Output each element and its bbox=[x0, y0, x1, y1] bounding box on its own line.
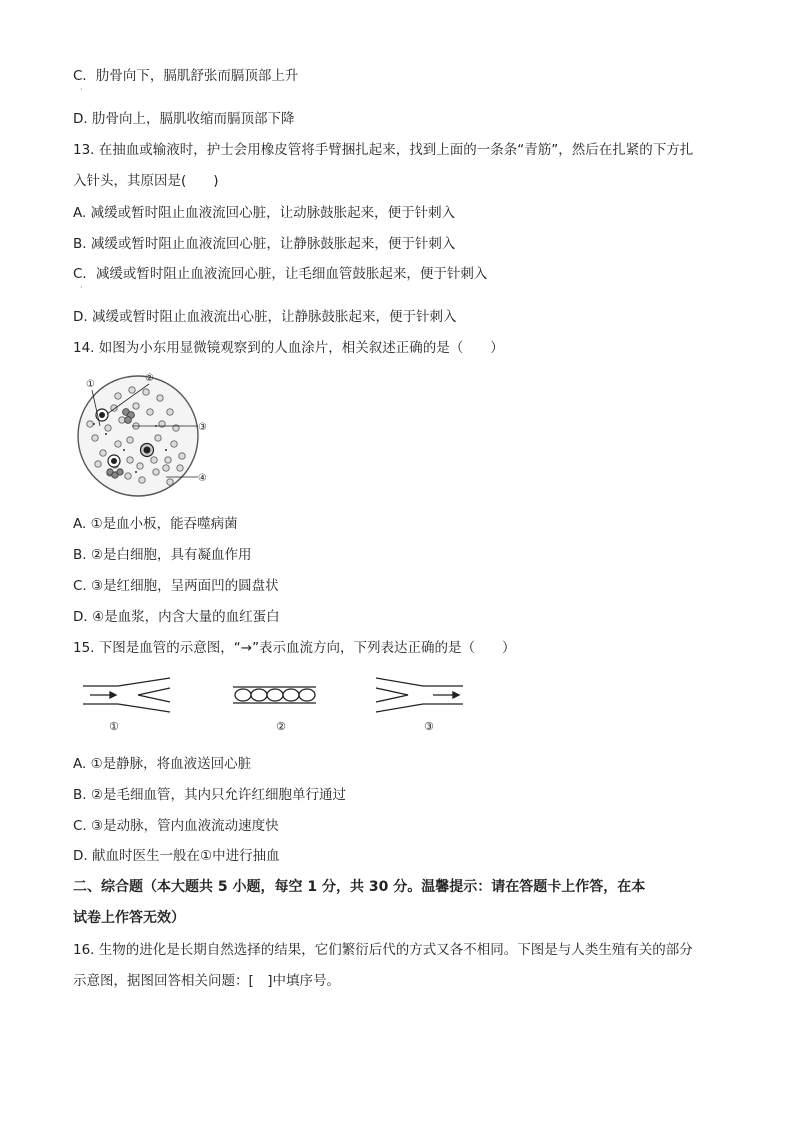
q15-option-d: D. 献血时医生一般在①中进行抽血 bbox=[73, 848, 280, 864]
q15-option-a: A. ①是静脉，将血液送回心脏 bbox=[73, 756, 252, 772]
vessel-1 bbox=[83, 678, 170, 712]
q14-option-c: C. ③是红细胞，呈两面凹的圆盘状 bbox=[73, 578, 279, 594]
label-3: ③ bbox=[198, 422, 207, 433]
q14-option-a: A. ①是血小板，能吞噬病菌 bbox=[73, 516, 238, 532]
punct-dot: · bbox=[80, 85, 83, 94]
q15-option-c: C. ③是动脉，管内血液流动速度快 bbox=[73, 818, 279, 834]
q16-stem-line2: 示意图，据图回答相关问题：[ ]中填序号。 bbox=[73, 973, 341, 989]
blood-vessel-figure bbox=[78, 676, 478, 738]
vessel-label-1: ① bbox=[109, 720, 119, 733]
q15-stem: 15. 下图是血管的示意图，“→”表示血流方向，下列表达正确的是（ ） bbox=[73, 640, 516, 656]
q13-option-c: C．减缓或暂时阻止血液流回心脏，让毛细血管鼓胀起来，便于针刺入 bbox=[73, 266, 488, 282]
punct-dot: · bbox=[80, 283, 83, 292]
q15-option-b: B. ②是毛细血管，其内只允许红细胞单行通过 bbox=[73, 787, 346, 803]
q13-option-d: D. 减缓或暂时阻止血液流出心脏，让静脉鼓胀起来，便于针刺入 bbox=[73, 309, 457, 325]
q13-option-a: A. 减缓或暂时阻止血液流回心脏，让动脉鼓胀起来，便于针刺入 bbox=[73, 205, 456, 221]
vessel-label-2: ② bbox=[276, 720, 286, 733]
vessel-2 bbox=[233, 687, 316, 703]
label-4: ④ bbox=[198, 473, 207, 484]
vessel-3 bbox=[376, 678, 463, 712]
q14-option-d: D. ④是血浆，内含大量的血红蛋白 bbox=[73, 609, 280, 625]
vessel-label-3: ③ bbox=[424, 720, 434, 733]
section-2-title-line2: 试卷上作答无效） bbox=[73, 910, 185, 926]
q14-option-b: B. ②是白细胞，具有凝血作用 bbox=[73, 547, 252, 563]
q16-stem-line1: 16. 生物的进化是长期自然选择的结果，它们繁衍后代的方式又各不相同。下图是与人类生殖有关的部分 bbox=[73, 942, 693, 958]
label-2: ② bbox=[145, 373, 154, 384]
q13-stem-line2: 入针头，其原因是( ) bbox=[73, 173, 219, 189]
q13-option-b: B. 减缓或暂时阻止血液流回心脏，让静脉鼓胀起来，便于针刺入 bbox=[73, 236, 456, 252]
section-2-title-line1: 二、综合题（本大题共 5 小题，每空 1 分，共 30 分。温馨提示：请在答题卡上作答，在本 bbox=[73, 879, 646, 895]
q12-option-d: D. 肋骨向上，膈肌收缩而膈顶部下降 bbox=[73, 111, 295, 127]
blood-smear-figure bbox=[70, 368, 220, 503]
q12-option-c: C．肋骨向下，膈肌舒张而膈顶部上升 bbox=[73, 68, 299, 84]
q13-stem-line1: 13. 在抽血或输液时，护士会用橡皮管将手臂捆扎起来，找到上面的一条条“青筋”，然后在扎紧的下方扎 bbox=[73, 142, 694, 158]
q14-stem: 14. 如图为小东用显微镜观察到的人血涂片，相关叙述正确的是（ ） bbox=[73, 340, 504, 356]
label-1: ① bbox=[86, 379, 95, 390]
